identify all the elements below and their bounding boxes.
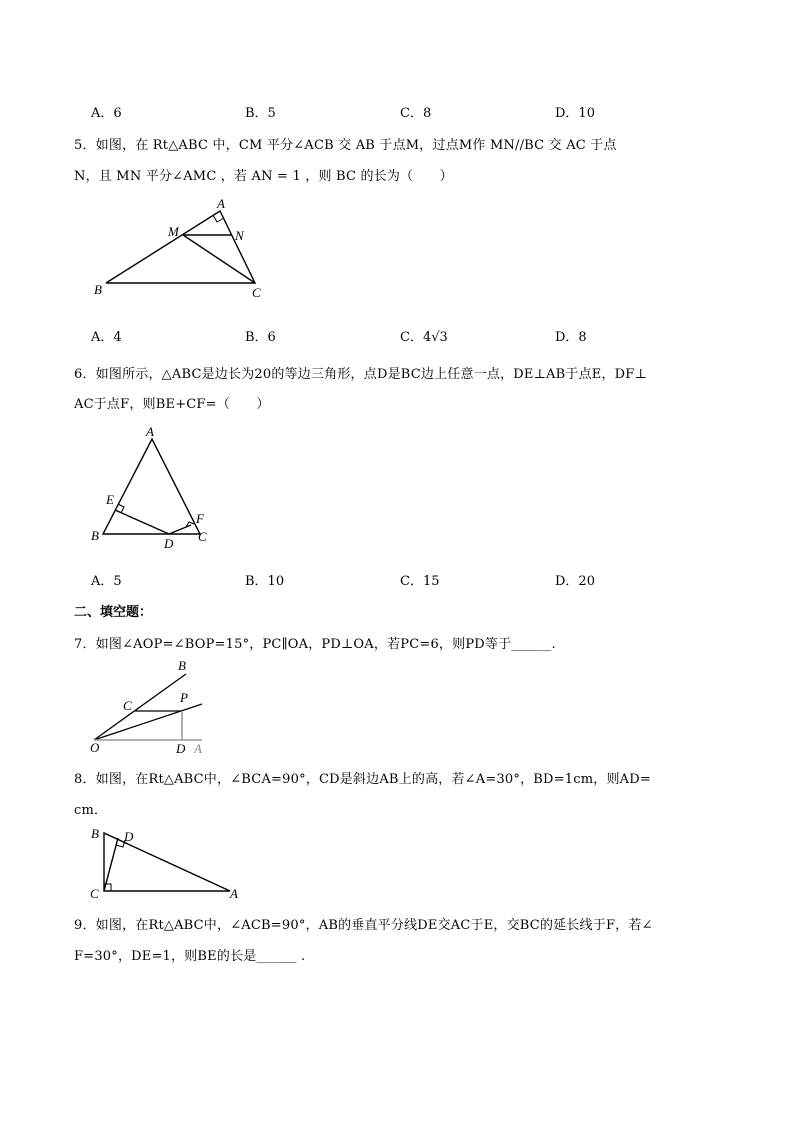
q5-stem-line2: N，且 MN 平分∠AMC ，若 AN = 1 ，则 BC 的长为（ ） [74,169,453,184]
q5-option-b: B．6 [245,330,276,345]
q6-option-d: D．20 [555,574,595,589]
q4-option-c: C．8 [400,106,432,121]
q5-segment-mc [183,235,255,283]
q8-figure [88,822,248,902]
q6-label-a: A [146,424,154,439]
q8-label-c: C [90,886,99,901]
q8-stem-line1: 8．如图，在Rt△ABC中，∠BCA=90°，CD是斜边AB上的高，若∠A=30°，BD=1cm，则AD= [74,772,651,787]
q5-option-c: C．4√3 [400,330,448,345]
q6-option-b: B．10 [245,574,285,589]
q8-label-b: B [91,826,99,841]
q5-label-m: M [168,224,179,239]
q7-stem: 7．如图∠AOP=∠BOP=15°，PC∥OA，PD⊥OA，若PC=6，则PD等于______. [74,637,556,652]
q6-label-f: F [196,511,204,526]
q4-option-d: D．10 [555,106,595,121]
q6-segment-de [115,510,169,534]
q5-label-a: A [217,196,225,211]
q8-altitude-cd [104,838,118,891]
q8-label-a: A [230,886,238,901]
q7-label-o: O [90,740,100,755]
q7-label-b: B [178,658,186,673]
q5-triangle [106,211,255,283]
q8-triangle [104,833,230,891]
q5-option-d: D．8 [555,330,587,345]
q6-segment-df [169,525,191,534]
q6-label-b: B [91,528,99,543]
q9-stem-line2: F=30°，DE=1，则BE的长是______ . [74,949,306,964]
q5-label-b: B [94,282,102,297]
q6-label-e: E [106,492,114,507]
q7-label-p: P [180,690,188,705]
q7-label-c: C [123,698,132,713]
q6-label-d: D [164,536,174,551]
q8-stem-line2: cm． [74,803,108,818]
q7-label-a: A [194,741,202,756]
q4-option-a: A．6 [91,106,122,121]
q9-stem-line1: 9．如图，在Rt△ABC中，∠ACB=90°，AB的垂直平分线DE交AC于E，交BC的延长线于F，若∠ [74,918,653,933]
q6-label-c: C [198,529,207,544]
q6-option-a: A．5 [91,574,122,589]
q6-stem-line2: AC于点F，则BE+CF=（ ） [74,397,270,412]
q5-figure [90,196,290,306]
q7-label-d: D [176,741,186,756]
q6-triangle [103,439,200,534]
q6-option-c: C．15 [400,574,440,589]
q6-figure [88,424,228,554]
q7-ray-op [94,704,202,740]
q5-label-n: N [235,228,244,243]
q7-figure [88,658,218,756]
q5-label-c: C [252,285,261,300]
section-2-title: 二、填空题： [74,605,153,620]
q5-option-a: A．4 [91,330,122,345]
q7-ray-ob [94,674,186,740]
q8-label-d: D [124,829,134,844]
q4-option-b: B．5 [245,106,276,121]
q6-stem-line1: 6．如图所示，△ABC是边长为20的等边三角形，点D是BC边上任意一点，DE⊥AB于点E，DF⊥ [74,367,647,382]
q5-stem-line1: 5．如图，在 Rt△ABC 中，CM 平分∠ACB 交 AB 于点M，过点M作 MN//BC 交 AC 于点 [74,138,617,153]
